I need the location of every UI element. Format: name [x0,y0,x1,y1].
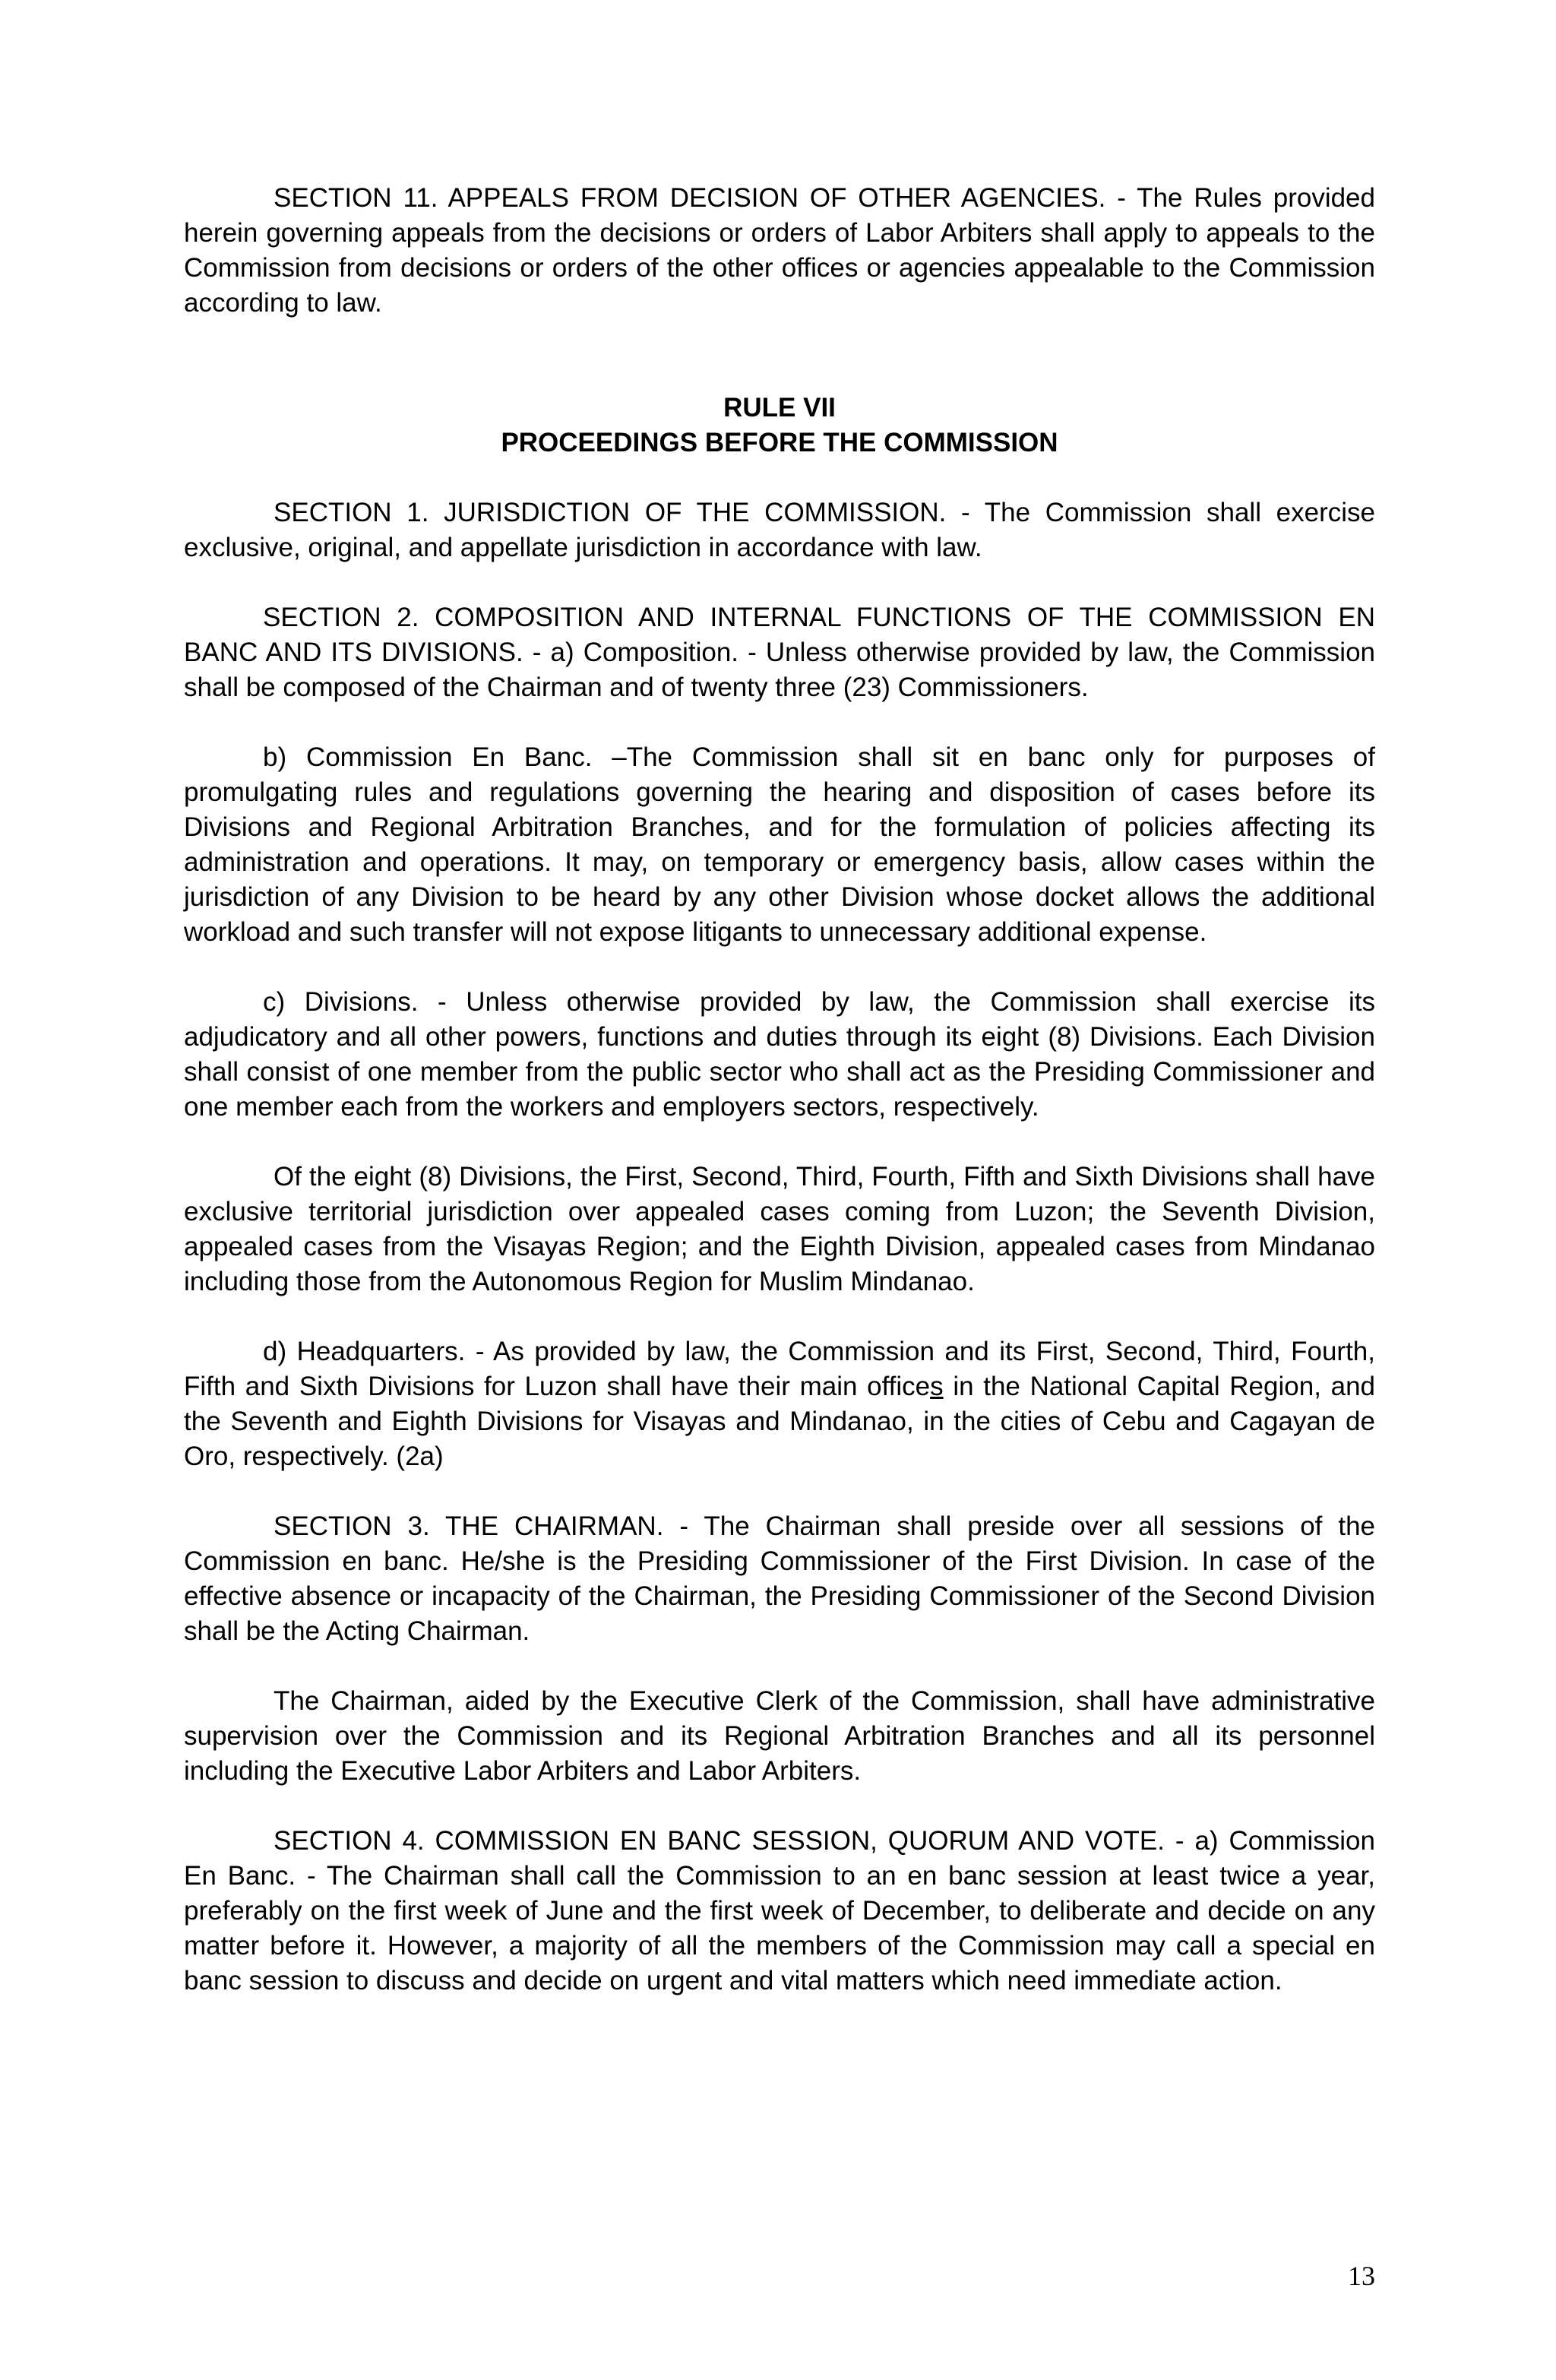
section-2d-text-end: in the National Capital Region, and the Seventh and Eighth Divisions for Visayas and Mindanao, in the cities of Cebu and Cagayan de Oro, respectively. (2a) [184,1372,1375,1471]
section-3-continuation-paragraph: The Chairman, aided by the Executive Clerk of the Commission, shall have administrative supervision over the Commission and its Regional Arbitration Branches and all its personnel including the Executive Labor Arbiters and Labor Arbiters. [184,1686,1375,1786]
rule-subtitle: PROCEEDINGS BEFORE THE COMMISSION [501,428,1058,457]
page-number: 13 [1348,2261,1375,2291]
section-3-paragraph: SECTION 3. THE CHAIRMAN. - The Chairman shall preside over all sessions of the Commission en banc. He/she is the Presiding Commissioner of the First Division. In case of the effective absence or incapacity of the Chairman, the Presiding Commissioner of the Second Division shall be the Acting Chairman. [184,1511,1375,1646]
section-11-paragraph: SECTION 11. APPEALS FROM DECISION OF OTHER AGENCIES. - The Rules provided herein governing appeals from the decisions or orders of Labor Arbiters shall apply to appeals to the Commission from decisions or orders of the other offices or agencies appealable to the Commission according to law. [184,183,1375,318]
document-page [184,181,1375,1999]
rule-title: RULE VII [723,393,836,423]
section-2c-continuation-paragraph: Of the eight (8) Divisions, the First, Second, Third, Fourth, Fifth and Sixth Divisions shall have exclusive territorial jurisdiction over appealed cases coming from Luzon; the Seventh Division, appealed cases from the Visayas Region; and the Eighth Division, appealed cases from Mindanao including those from the Autonomous Region for Muslim Mindanao. [184,1162,1375,1296]
section-2b-paragraph: b) Commission En Banc. –The Commission shall sit en banc only for purposes of promulgating rules and regulations governing the hearing and disposition of cases before its Divisions and Regional Arbitration Branches, and for the formulation of policies affecting its administration and operations. It may, on temporary or emergency basis, allow cases within the jurisdiction of any Division to be heard by any other Division whose docket allows the additional workload and such transfer will not expose litigants to unnecessary additional expense. [184,742,1375,947]
section-2c-paragraph: c) Divisions. - Unless otherwise provided by law, the Commission shall exercise its adjudicatory and all other powers, functions and duties through its eight (8) Divisions. Each Division shall consist of one member from the public sector who shall act as the Presiding Commissioner and one member each from the workers and employers sectors, respectively. [184,987,1375,1122]
section-2d-paragraph [184,1334,1375,1474]
section-2d-text-start: d) Headquarters. - As provided by law, the Commission and its First, Second, Third, Fourth, Fifth and Sixth Divisions for Luzon shall have their main office [184,1337,1375,1401]
section-2d-underlined-letter: s [930,1372,944,1401]
section-4-paragraph: SECTION 4. COMMISSION EN BANC SESSION, QUORUM AND VOTE. - a) Commission En Banc. - The Chairman shall call the Commission to an en banc session at least twice a year, preferably on the first week of June and the first week of December, to deliberate and decide on any matter before it. However, a majority of all the members of the Commission may call a special en banc session to discuss and decide on urgent and vital matters which need immediate action. [184,1826,1375,1995]
section-1-paragraph: SECTION 1. JURISDICTION OF THE COMMISSION. - The Commission shall exercise exclusive, original, and appellate jurisdiction in accordance with law. [184,498,1375,562]
section-2-paragraph: SECTION 2. COMPOSITION AND INTERNAL FUNCTIONS OF THE COMMISSION EN BANC AND ITS DIVISIONS. - a) Composition. - Unless otherwise provided by law, the Commission shall be composed of the Chairman and of twenty three (23) Commissioners. [184,603,1375,702]
